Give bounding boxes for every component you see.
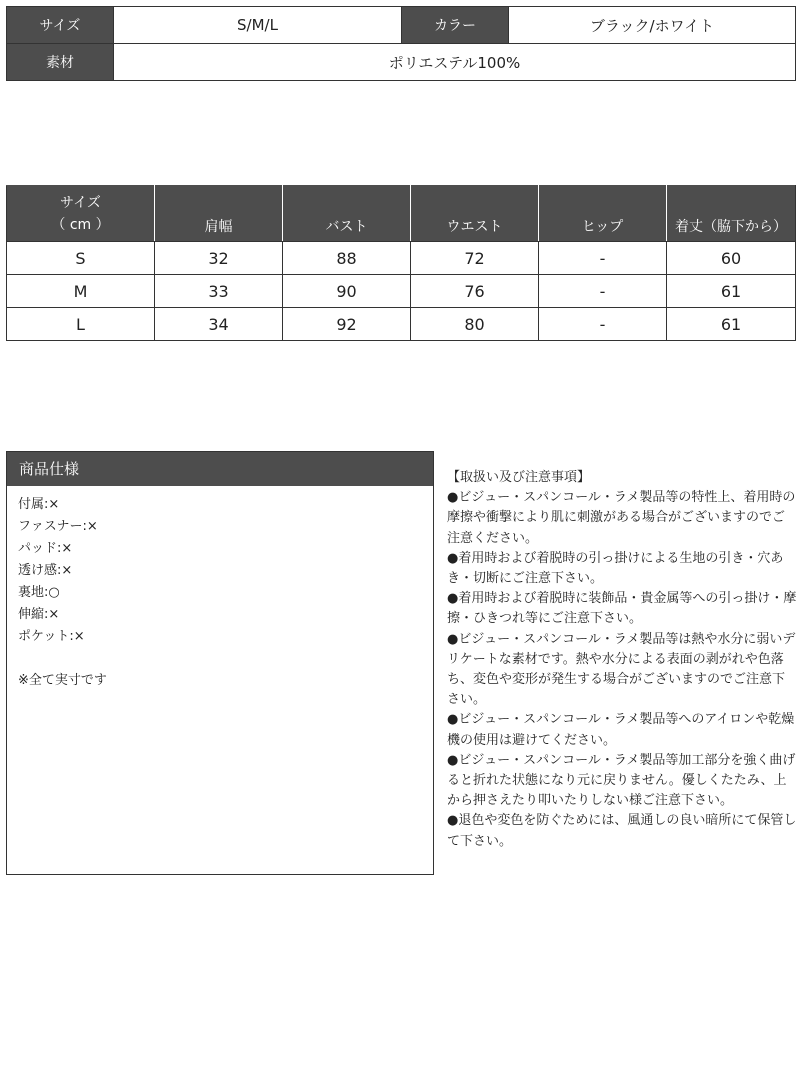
size-cell: 60: [667, 242, 796, 275]
size-cell: 88: [283, 242, 411, 275]
bust-header: バスト: [283, 186, 411, 242]
material-label: 素材: [7, 44, 114, 81]
spec-item: 付属:×: [18, 497, 60, 512]
length-header: 着丈（脇下から）: [667, 186, 796, 242]
material-value: ポリエステル100%: [114, 44, 796, 81]
spec-item: ファスナー:×: [18, 519, 98, 534]
care-item: ●ビジュー・スパンコール・ラメ製品等加工部分を強く曲げると折れた状態になり元に戻りません。優しくたたみ、上から押さえたり叩いたりしない様ご注意下さい。: [447, 752, 796, 809]
size-header-label: サイズ: [60, 194, 101, 211]
care-item: ●ビジュー・スパンコール・ラメ製品等は熱や水分に弱いデリケートな素材です。熱や水分による表面の剥がれや色落ち、変色や変形が発生する場合がございますのでご注意下さい。: [447, 631, 796, 708]
size-cell: 80: [411, 308, 539, 341]
size-header: [7, 186, 155, 242]
care-item: ●着用時および着脱時に装飾品・貴金属等への引っ掛け・摩擦・ひきつれ等にご注意下さい。: [447, 591, 797, 627]
size-cell: 72: [411, 242, 539, 275]
size-cell: 61: [667, 308, 796, 341]
care-item: ●着用時および着脱時の引っ掛けによる生地の引き・穴あき・切断にご注意下さい。: [447, 550, 784, 587]
size-cell: -: [539, 308, 667, 341]
color-label: カラー: [402, 7, 509, 44]
size-cell: -: [539, 275, 667, 308]
size-cell: 34: [155, 308, 283, 341]
size-cell: 33: [155, 275, 283, 308]
size-cell: L: [7, 308, 155, 341]
size-row-s: [7, 242, 796, 275]
care-item: ●ビジュー・スパンコール・ラメ製品等の特性上、着用時の摩擦や衝撃により肌に刺激がある場合がございますのでご注意ください。: [447, 490, 796, 546]
spec-note: ※全て実寸です: [18, 673, 107, 688]
spec-item: 透け感:×: [18, 563, 73, 578]
spec-item: 裏地:○: [18, 585, 60, 600]
size-table: [6, 185, 796, 341]
info-row: [7, 44, 796, 81]
spec-title: 商品仕様: [7, 452, 433, 486]
size-cell: S: [7, 242, 155, 275]
size-table-body: [7, 242, 796, 341]
size-value: S/M/L: [114, 7, 402, 44]
size-row-l: [7, 308, 796, 341]
info-row: [7, 7, 796, 44]
size-table-header-row: [7, 186, 796, 242]
care-heading: 【取扱い及び注意事項】: [447, 470, 591, 485]
spec-item: パッド:×: [18, 541, 73, 556]
size-cell: 61: [667, 275, 796, 308]
spec-item: ポケット:×: [18, 629, 85, 644]
size-cell: M: [7, 275, 155, 308]
shoulder-header: 肩幅: [155, 186, 283, 242]
care-notes: [447, 468, 797, 852]
spec-item: 伸縮:×: [18, 607, 60, 622]
care-list: [447, 488, 797, 852]
care-item: ●退色や変色を防ぐためには、風通しの良い暗所にて保管して下さい。: [447, 813, 797, 849]
size-label: サイズ: [7, 7, 114, 44]
waist-header: ウエスト: [411, 186, 539, 242]
size-cell: -: [539, 242, 667, 275]
size-cell: 76: [411, 275, 539, 308]
size-header-unit: （ cm ）: [51, 216, 110, 233]
size-cell: 92: [283, 308, 411, 341]
size-cell: 90: [283, 275, 411, 308]
size-cell: 32: [155, 242, 283, 275]
size-row-m: [7, 275, 796, 308]
spec-list: [7, 486, 433, 648]
color-value: ブラック/ホワイト: [509, 7, 796, 44]
product-info-table: [6, 6, 796, 81]
hip-header: ヒップ: [539, 186, 667, 242]
product-spec-box: [6, 451, 434, 875]
care-item: ●ビジュー・スパンコール・ラメ製品等へのアイロンや乾燥機の使用は避けてください。: [447, 712, 795, 748]
